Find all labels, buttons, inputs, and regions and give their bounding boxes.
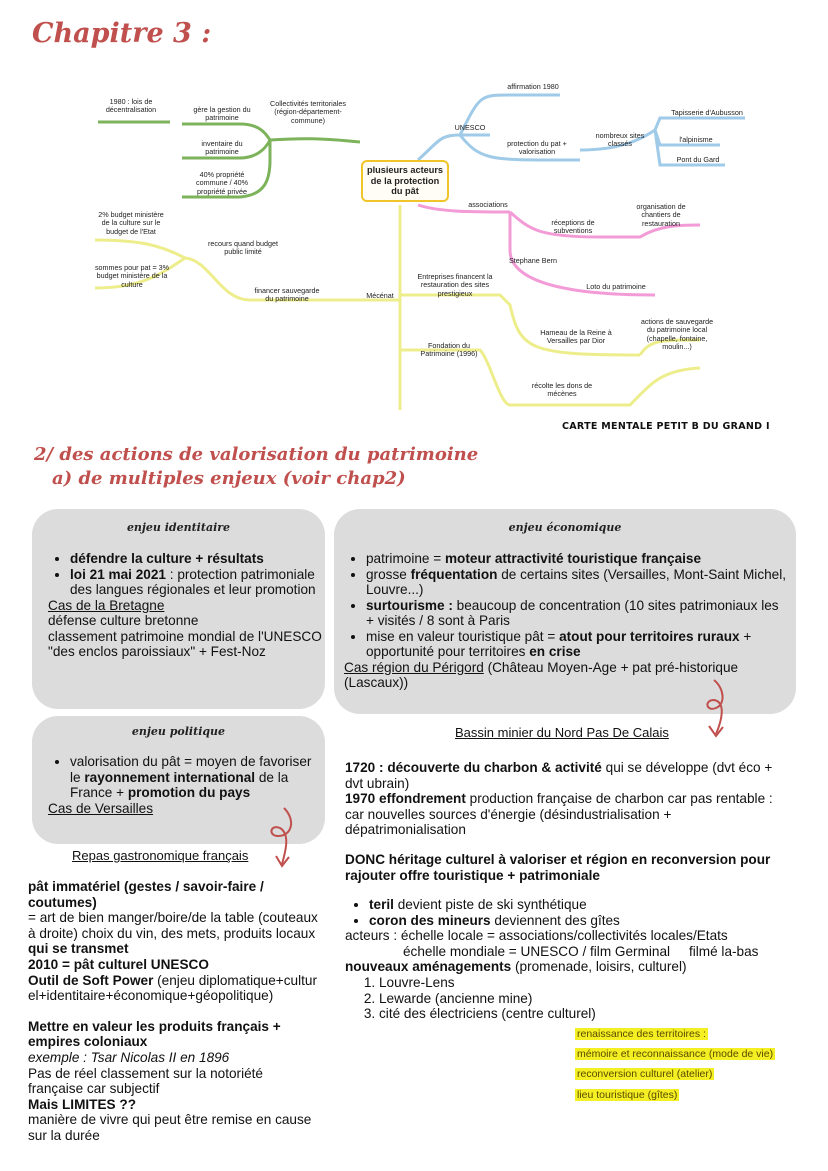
text: + opportunité pour territoires [366,628,752,659]
mm-fondation: Fondation du Patrimoine (1996) [420,341,478,359]
text: (enjeu diplomatique+culturel+identitaire+économique+géopolitique) [28,972,317,1004]
mm-entreprises: Entreprises financent la restauration des sites prestigieux [417,272,493,298]
list-item [369,913,793,929]
bold-text: en crise [529,644,581,659]
text: valorisation du pât = moyen de favoriser le [70,754,312,785]
mm-actions: actions de sauvegarde du patrimoine local (chapelle, fontaine, moulin...) [640,317,714,352]
mm-associations: associations [468,200,508,209]
repas-heading: Repas gastronomique français [72,848,249,863]
list-item [366,551,790,567]
text: de certains sites (Versailles, Mont-Saint Michel, Louvre...) [366,566,787,597]
mm-financer: financer sauvegarde du patrimoine [254,286,320,304]
text-line: qui se transmet [28,941,129,957]
text-line: DONC héritage culturel à valoriser et région en reconversion pour rajouter offre touristique + patrimoniale [345,851,771,883]
bold-text: promotion du pays [127,785,251,800]
list-item [369,897,793,913]
list-item [70,567,324,598]
list-item [70,551,324,567]
bold-text: 1720 : découverte du charbon & activité [345,760,602,775]
text-line: exemple : Tsar Nicolas II en 1896 [28,1049,230,1065]
mm-alpinisme: l'alpinisme [679,135,713,144]
curly-arrow-icon [696,678,736,742]
text: qui se développe (dvt éco + dvt ubrain) [345,760,773,791]
text-line: défense culture bretonne [48,613,199,629]
bold-text: Outil de Soft Power [28,972,154,988]
card-title: enjeu économique [508,521,622,534]
text: : protection patrimoniale des langues régionales et leur promotion [70,566,316,597]
section-title: 2/ des actions de valorisation du patrimoine [34,444,479,465]
mm-budget2: sommes pour pat = 3% budget ministère de la culture [94,263,170,289]
mm-hameau: Hameau de la Reine à Versailles par Dior [540,328,612,346]
highlight-line: lieu touristique (gîtes) [577,1088,678,1101]
bold-text: défendre la culture + résultats [70,551,264,566]
text-line: Pas de réel classement sur la notoriété française car subjectif [28,1065,263,1097]
text: devient piste de ski synthétique [393,897,587,913]
card-title: enjeu politique [131,725,226,738]
list-item: 1. Louvre-Lens [379,975,793,991]
list-item [366,598,790,629]
text-line: Mais LIMITES ?? [28,1096,136,1112]
bold-text: coron des mineurs [369,912,491,928]
list-item: 2. Lewarde (ancienne mine) [379,991,793,1007]
text-line: acteurs : échelle locale = associations/collectivités locales/Etats [345,928,728,944]
case-label: Cas région du Périgord [344,659,484,675]
text-line [345,959,793,975]
text: deviennent des gîtes [490,912,620,928]
text: patrimoine = [366,551,445,566]
bold-text: moteur attractivité touristique française [444,551,702,566]
highlight-line: mémoire et reconnaissance (mode de vie) [577,1048,774,1061]
list-item [366,567,790,598]
list-item: 3. cité des électriciens (centre culturel) [379,1006,793,1022]
highlight-line: renaissance des territoires : [577,1028,706,1040]
text-line: manière de vivre qui peut être remise en cause sur la durée [28,1112,312,1143]
bold-text: rayonnement international [84,769,256,785]
text-line: Mettre en valeur les produits français + empires coloniaux [28,1018,281,1050]
mindmap-center: plusieurs acteurs de la protection du pât [361,160,449,202]
mm-note-1980: 1980 : lois de décentralisation [105,97,157,115]
case-label: Cas de la Bretagne [48,597,165,613]
list-item [366,629,790,660]
card-title: enjeu identitaire [126,521,231,534]
text: mise en valeur touristique pât = [366,628,560,644]
text: (promenade, loisirs, culturel) [511,959,687,975]
text-line: classement patrimoine mondial de l'UNESCO "des enclos paroissiaux" + Fest-Noz [48,628,322,660]
text: beaucoup de concentration (10 sites patrimoniaux les + visités / 8 sont à Paris [366,597,779,628]
text-line: 2010 = pât culturel UNESCO [28,956,209,972]
highlight-line: reconversion culturel (atelier) [577,1068,713,1081]
mm-pont-du-gard: Pont du Gard [676,155,720,164]
repas-block [28,879,318,1144]
mm-loto: Loto du patrimoine [586,282,646,291]
case-label: Cas de Versailles [48,800,154,816]
mm-bern: Stephane Bern [509,256,557,265]
mm-gere: gère la gestion du patrimoine [193,105,251,123]
text-line [28,973,318,1004]
text-line [345,760,793,791]
bold-text: loi 21 mai 2021 [70,566,166,582]
mm-affirmation: affirmation 1980 [507,82,559,91]
bold-text: nouveaux aménagements [345,959,512,975]
chapter-title: Chapitre 3 : [32,18,212,49]
text: production française de charbon car pas rentable : car nouvelles sources d'énergie (désindustrialisation + dépatrimonialisation [345,791,773,838]
text-line: = art de bien manger/boire/de la table (couteaux à droite) choix du vin, des mets, produits locaux [28,910,318,941]
mm-sites: nombreux sites classés [595,131,645,149]
bold-text: teril [369,897,394,913]
mm-aubusson: Tapisserie d'Aubusson [671,108,743,117]
mm-budget1: 2% budget ministère de la culture sur le budget de l'Etat [98,210,164,236]
text-line: échelle mondiale = UNESCO / film Germinal filmé la-bas [403,943,759,959]
highlight-notes [575,1022,795,1103]
mm-mecenat: Mécénat [366,291,394,300]
text: grosse [366,566,411,582]
text-line [345,791,793,838]
text: (Château Moyen-Age + pat pré-historique (Lascaux)) [344,659,739,691]
mm-recours: recours quand budget public limité [208,239,278,257]
card-enjeu-identitaire [32,509,325,709]
bold-text: 1970 effondrement [345,791,466,807]
bold-text: atout pour territoires ruraux [559,628,740,644]
mm-inventaire: inventaire du patrimoine [201,139,243,157]
bassin-heading: Bassin minier du Nord Pas De Calais [455,725,669,740]
mindmap-caption: CARTE MENTALE PETIT B DU GRAND I [562,421,770,432]
text: de la France + [70,769,289,800]
list-item [70,754,318,801]
mm-subventions: réceptions de subventions [551,218,595,236]
mm-unesco: UNESCO [454,123,486,132]
bold-text: surtourisme : [366,597,453,613]
section-subtitle: a) de multiples enjeux (voir chap2) [52,468,406,489]
mm-collectivites: Collectivités territoriales (région-département-commune) [270,99,346,125]
mm-chantiers: organisation de chantiers de restauration [636,202,686,228]
bassin-block [345,760,793,1022]
text-line: pât immatériel (gestes / savoir-faire / coutumes) [28,879,264,910]
mm-protection: protection du pat + valorisation [507,139,567,157]
curly-arrow-icon [262,806,302,872]
bold-text: fréquentation [410,566,498,582]
mm-recolte: récolte les dons de mécènes [531,381,593,399]
mm-propriete: 40% propriété commune / 40% propriété privée [196,170,248,196]
